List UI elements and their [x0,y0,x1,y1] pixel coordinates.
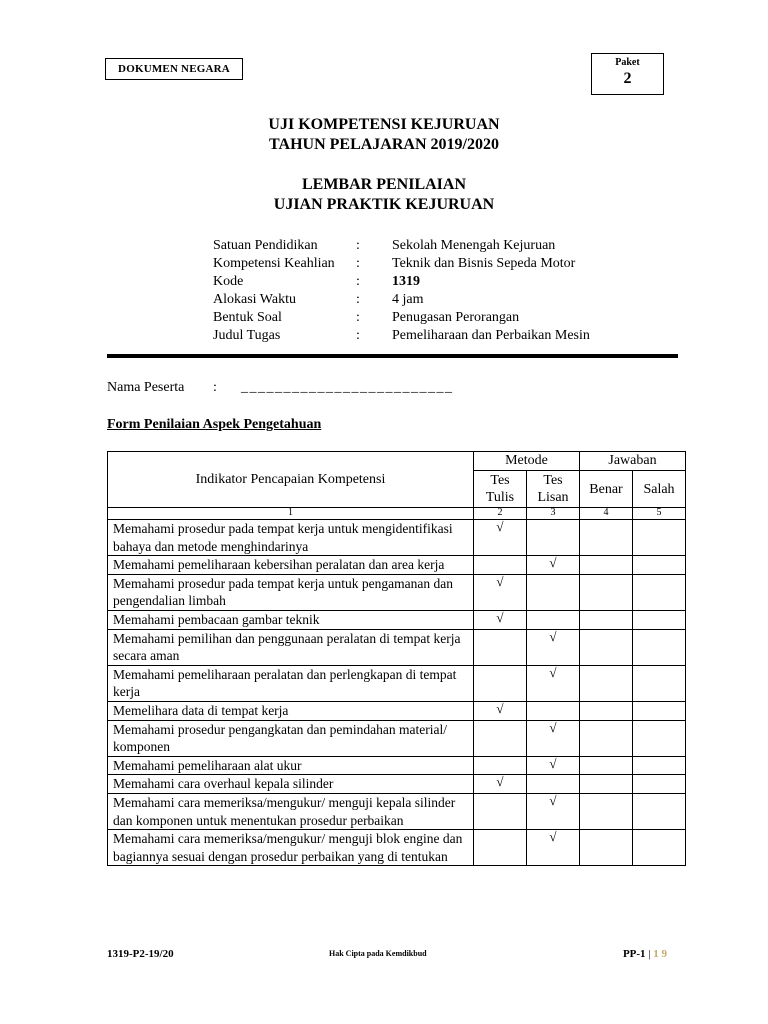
indicator-cell: Memahami pemeliharaan peralatan dan perlengkapan di tempat kerja [108,665,474,701]
check-mark-icon: √ [549,755,557,771]
footer-code: 1319-P2-19/20 [107,948,174,960]
paket-number: 2 [623,70,632,87]
info-label: Kompetensi Keahlian [213,256,335,271]
title-line-4: UJIAN PRAKTIK KEJURUAN [273,196,495,213]
indicator-cell: Memahami prosedur pada tempat kerja untuk pengamanan dan pengendalian limbah [108,574,474,610]
header-tes-tulis-line1: Tes [490,473,510,488]
method-tulis-cell[interactable] [474,775,527,794]
method-tulis-cell[interactable] [474,610,527,629]
method-tulis-cell[interactable] [474,701,527,720]
table-row [108,665,686,701]
form-title: Form Penilaian Aspek Pengetahuan [107,417,322,432]
sheet-title [0,175,768,215]
method-tulis-cell[interactable] [474,793,527,829]
check-mark-icon: √ [549,628,557,644]
check-mark-icon: √ [549,792,557,808]
method-lisan-cell[interactable] [527,830,580,866]
check-mark-icon: √ [496,774,504,790]
column-number-row [108,508,686,520]
participant-colon: : [213,380,217,395]
answer-salah-cell[interactable] [633,610,686,629]
table-row [108,701,686,720]
title-line-3: LEMBAR PENILAIAN [301,176,466,193]
method-tulis-cell[interactable] [474,574,527,610]
method-lisan-cell[interactable] [527,793,580,829]
info-value: Penugasan Perorangan [392,310,520,325]
info-colon: : [356,292,360,307]
indicator-cell: Memahami pemeliharaan kebersihan peralatan dan area kerja [108,556,474,575]
table-row [108,775,686,794]
check-mark-icon: √ [496,700,504,716]
footer-page-number: 1 9 [653,948,667,960]
answer-benar-cell[interactable] [580,556,633,575]
check-mark-icon: √ [549,829,557,845]
indicator-cell: Memahami cara memeriksa/mengukur/ menguji kepala silinder dan komponen untuk menentukan prosedur perbaikan [108,793,474,829]
header-tes-tulis-line2: Tulis [485,490,515,505]
indicator-cell: Memahami prosedur pengangkatan dan pemindahan material/ komponen [108,720,474,756]
header-metode: Metode [474,452,580,471]
header-tes-lisan-line1: Tes [543,473,563,488]
method-tulis-cell[interactable] [474,830,527,866]
table-row [108,720,686,756]
info-value: Pemeliharaan dan Perbaikan Mesin [392,328,590,343]
answer-benar-cell[interactable] [580,793,633,829]
assessment-table [107,451,686,866]
table-row [108,629,686,665]
method-lisan-cell[interactable] [527,701,580,720]
answer-benar-cell[interactable] [580,830,633,866]
answer-salah-cell[interactable] [633,520,686,556]
indicator-cell: Memahami pemilihan dan penggunaan peralatan di tempat kerja secara aman [108,629,474,665]
participant-name-blank[interactable]: _________________________ [241,380,454,395]
answer-salah-cell[interactable] [633,756,686,775]
info-label: Judul Tugas [213,328,281,343]
answer-salah-cell[interactable] [633,775,686,794]
answer-salah-cell[interactable] [633,793,686,829]
table-row [108,793,686,829]
table-row [108,556,686,575]
check-mark-icon: √ [496,609,504,625]
method-tulis-cell[interactable] [474,629,527,665]
method-tulis-cell[interactable] [474,756,527,775]
method-lisan-cell[interactable] [527,756,580,775]
info-value: Teknik dan Bisnis Sepeda Motor [392,256,576,271]
info-value: 1319 [392,274,420,289]
paket-label: Paket [615,57,640,68]
table-row [108,520,686,556]
indicator-cell: Memahami prosedur pada tempat kerja untuk mengidentifikasi bahaya dan metode menghindarinya [108,520,474,556]
answer-benar-cell[interactable] [580,520,633,556]
footer-page [623,948,667,960]
answer-salah-cell[interactable] [633,720,686,756]
footer-page-prefix: PP-1 [622,948,646,960]
info-label: Kode [213,274,244,289]
info-label: Satuan Pendidikan [213,238,318,253]
info-row [213,237,642,255]
info-colon: : [356,328,360,343]
header-tes-lisan [527,471,580,508]
answer-benar-cell[interactable] [580,701,633,720]
info-value: 4 jam [392,292,424,307]
info-row [213,327,642,345]
method-lisan-cell[interactable] [527,574,580,610]
method-tulis-cell[interactable] [474,720,527,756]
answer-salah-cell[interactable] [633,556,686,575]
answer-benar-cell[interactable] [580,665,633,701]
answer-benar-cell[interactable] [580,775,633,794]
exam-info [213,237,642,345]
document-label: DOKUMEN NEGARA [105,58,243,80]
indicator-cell: Memelihara data di tempat kerja [108,701,474,720]
paket-box [591,53,664,95]
check-mark-icon: √ [549,719,557,735]
method-lisan-cell[interactable] [527,556,580,575]
info-colon: : [356,274,360,289]
check-mark-icon: √ [549,664,557,680]
column-number: 5 [633,508,686,520]
table-row [108,830,686,866]
method-lisan-cell[interactable] [527,775,580,794]
info-value: Sekolah Menengah Kejuruan [392,238,556,253]
answer-salah-cell[interactable] [633,701,686,720]
answer-benar-cell[interactable] [580,756,633,775]
footer-copyright: Hak Cipta pada Kemdikbud [329,949,427,958]
method-tulis-cell[interactable] [474,520,527,556]
indicator-cell: Memahami cara overhaul kepala silinder [108,775,474,794]
exam-title [0,115,768,155]
indicator-cell: Memahami cara memeriksa/mengukur/ menguji blok engine dan bagiannya sesuai dengan prosedur perbaikan yang di tentukan [108,830,474,866]
table-row [108,610,686,629]
header-tes-lisan-line2: Lisan [537,490,569,505]
method-lisan-cell[interactable] [527,520,580,556]
indicator-cell: Memahami pemeliharaan alat ukur [108,756,474,775]
column-number: 1 [108,508,474,520]
divider-rule [107,354,678,358]
title-line-2: TAHUN PELAJARAN 2019/2020 [269,136,499,153]
footer-separator: | [648,948,651,960]
answer-salah-cell[interactable] [633,629,686,665]
method-lisan-cell[interactable] [527,720,580,756]
info-label: Alokasi Waktu [213,292,296,307]
column-number: 3 [527,508,580,520]
info-row [213,255,642,273]
answer-benar-cell[interactable] [580,629,633,665]
method-tulis-cell[interactable] [474,665,527,701]
header-indicator: Indikator Pencapaian Kompetensi [108,452,474,508]
header-tes-tulis [474,471,527,508]
info-row [213,273,642,291]
method-tulis-cell[interactable] [474,556,527,575]
table-row [108,574,686,610]
method-lisan-cell[interactable] [527,610,580,629]
info-colon: : [356,310,360,325]
answer-salah-cell[interactable] [633,574,686,610]
info-row [213,291,642,309]
column-number: 2 [474,508,527,520]
answer-benar-cell[interactable] [580,610,633,629]
participant-label: Nama Peserta [107,380,185,395]
header-salah: Salah [633,471,686,508]
answer-salah-cell[interactable] [633,830,686,866]
method-lisan-cell[interactable] [527,665,580,701]
answer-benar-cell[interactable] [580,574,633,610]
title-line-1: UJI KOMPETENSI KEJURUAN [268,116,500,133]
check-mark-icon: √ [496,519,504,534]
header-jawaban: Jawaban [580,452,686,471]
info-colon: : [356,256,360,271]
indicator-cell: Memahami pembacaan gambar teknik [108,610,474,629]
check-mark-icon: √ [496,573,504,589]
table-row [108,756,686,775]
answer-salah-cell[interactable] [633,665,686,701]
info-colon: : [356,238,360,253]
participant-name-row [107,380,454,396]
column-number: 4 [580,508,633,520]
method-lisan-cell[interactable] [527,629,580,665]
info-label: Bentuk Soal [213,310,282,325]
check-mark-icon: √ [549,555,557,571]
page-footer [107,948,667,964]
answer-benar-cell[interactable] [580,720,633,756]
info-row [213,309,642,327]
header-benar: Benar [580,471,633,508]
